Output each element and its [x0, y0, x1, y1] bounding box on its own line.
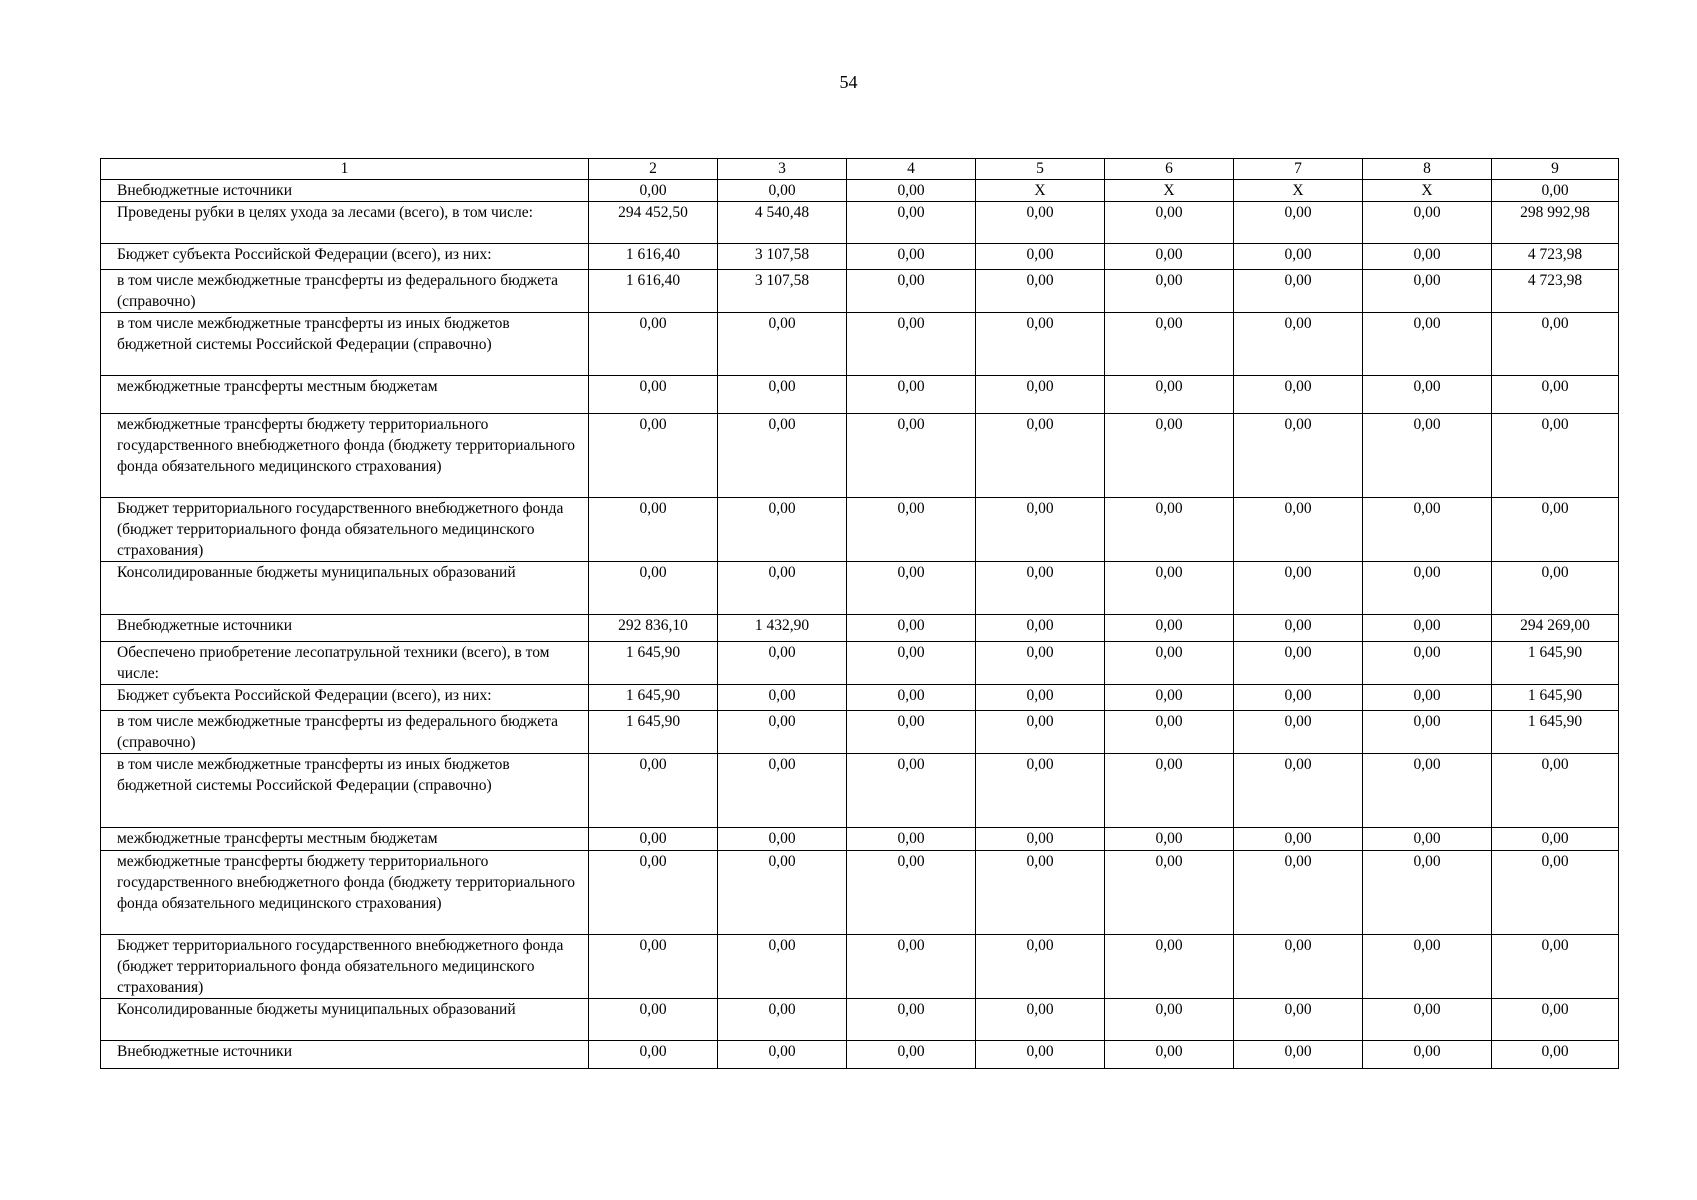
cell-value: 0,00 [718, 711, 847, 754]
cell-value: 0,00 [976, 498, 1105, 562]
table-row [101, 244, 1619, 270]
row-label: Бюджет субъекта Российской Федерации (всего), из них: [101, 244, 589, 270]
cell-value: 0,00 [718, 180, 847, 202]
row-label: Консолидированные бюджеты муниципальных образований [101, 999, 589, 1041]
row-label: Обеспечено приобретение лесопатрульной техники (всего), в том числе: [101, 642, 589, 685]
table-header-row [101, 159, 1619, 180]
row-label: Проведены рубки в целях ухода за лесами (всего), в том числе: [101, 202, 589, 244]
cell-value: 1 432,90 [718, 615, 847, 642]
cell-value: 0,00 [718, 999, 847, 1041]
cell-value: 0,00 [976, 615, 1105, 642]
cell-value: 0,00 [976, 202, 1105, 244]
row-label: Внебюджетные источники [101, 615, 589, 642]
cell-value: 0,00 [1234, 615, 1363, 642]
cell-value: 0,00 [1234, 498, 1363, 562]
cell-value: 0,00 [718, 1041, 847, 1069]
table-row [101, 376, 1619, 414]
cell-value: Х [1105, 180, 1234, 202]
table-row [101, 1041, 1619, 1069]
cell-value: 0,00 [1234, 244, 1363, 270]
cell-value: 0,00 [718, 851, 847, 935]
cell-value: 0,00 [847, 935, 976, 999]
cell-value: 0,00 [847, 414, 976, 498]
cell-value: 0,00 [1105, 313, 1234, 376]
cell-value: 0,00 [847, 615, 976, 642]
table-row [101, 851, 1619, 935]
cell-value: 0,00 [1363, 376, 1492, 414]
cell-value: 0,00 [1363, 270, 1492, 313]
cell-value: 0,00 [847, 313, 976, 376]
cell-value: 0,00 [1105, 711, 1234, 754]
cell-value: 0,00 [1105, 828, 1234, 851]
cell-value: 1 616,40 [589, 270, 718, 313]
cell-value: 0,00 [1492, 376, 1619, 414]
cell-value: 0,00 [1363, 313, 1492, 376]
table-row [101, 180, 1619, 202]
row-label: Бюджет субъекта Российской Федерации (всего), из них: [101, 685, 589, 711]
cell-value: 0,00 [1492, 313, 1619, 376]
cell-value: 0,00 [718, 828, 847, 851]
table-row [101, 999, 1619, 1041]
row-label: межбюджетные трансферты местным бюджетам [101, 376, 589, 414]
column-header: 3 [718, 159, 847, 180]
cell-value: 0,00 [1105, 1041, 1234, 1069]
cell-value: 0,00 [976, 851, 1105, 935]
row-label: межбюджетные трансферты бюджету территориального государственного внебюджетного фонда (бюджету территориального фонда обязательного медицинского страхования) [101, 414, 589, 498]
cell-value: 0,00 [1492, 562, 1619, 615]
cell-value: 0,00 [718, 376, 847, 414]
cell-value: 0,00 [589, 754, 718, 828]
cell-value: 0,00 [718, 642, 847, 685]
cell-value: 0,00 [976, 244, 1105, 270]
cell-value: 0,00 [1105, 615, 1234, 642]
page-number: 54 [839, 72, 858, 92]
cell-value: 0,00 [976, 270, 1105, 313]
cell-value: Х [1363, 180, 1492, 202]
cell-value: 0,00 [976, 1041, 1105, 1069]
cell-value: Х [1234, 180, 1363, 202]
cell-value: 0,00 [1492, 1041, 1619, 1069]
cell-value: 0,00 [976, 642, 1105, 685]
cell-value: 1 645,90 [1492, 711, 1619, 754]
cell-value: 0,00 [847, 851, 976, 935]
cell-value: 0,00 [1492, 180, 1619, 202]
cell-value: 0,00 [976, 685, 1105, 711]
table-row [101, 202, 1619, 244]
table-row [101, 711, 1619, 754]
cell-value: 0,00 [1105, 562, 1234, 615]
table-row [101, 615, 1619, 642]
cell-value: 0,00 [976, 754, 1105, 828]
cell-value: 0,00 [847, 244, 976, 270]
cell-value: 0,00 [1234, 642, 1363, 685]
cell-value: 0,00 [1105, 642, 1234, 685]
row-label: в том числе межбюджетные трансферты из федерального бюджета (справочно) [101, 711, 589, 754]
cell-value: 1 645,90 [589, 685, 718, 711]
row-label: межбюджетные трансферты бюджету территориального государственного внебюджетного фонда (бюджету территориального фонда обязательного медицинского страхования) [101, 851, 589, 935]
cell-value: 0,00 [976, 828, 1105, 851]
cell-value: 0,00 [1363, 935, 1492, 999]
column-header: 1 [101, 159, 589, 180]
cell-value: 0,00 [1492, 414, 1619, 498]
column-header: 4 [847, 159, 976, 180]
cell-value: 0,00 [1492, 828, 1619, 851]
cell-value: 0,00 [976, 711, 1105, 754]
cell-value: 0,00 [847, 1041, 976, 1069]
cell-value: 0,00 [1234, 828, 1363, 851]
row-label: в том числе межбюджетные трансферты из иных бюджетов бюджетной системы Российской Федерации (справочно) [101, 313, 589, 376]
cell-value: 0,00 [1234, 999, 1363, 1041]
cell-value: 0,00 [1363, 754, 1492, 828]
cell-value: 0,00 [976, 376, 1105, 414]
cell-value: 0,00 [1234, 851, 1363, 935]
cell-value: 0,00 [589, 313, 718, 376]
cell-value: 0,00 [718, 313, 847, 376]
cell-value: 0,00 [1105, 754, 1234, 828]
cell-value: 0,00 [847, 562, 976, 615]
cell-value: 0,00 [1234, 270, 1363, 313]
cell-value: 0,00 [589, 851, 718, 935]
cell-value: 0,00 [1105, 851, 1234, 935]
cell-value: 0,00 [1363, 615, 1492, 642]
cell-value: 0,00 [718, 935, 847, 999]
column-header: 5 [976, 159, 1105, 180]
row-label: Бюджет территориального государственного внебюджетного фонда (бюджет территориального фонда обязательного медицинского страхования) [101, 935, 589, 999]
cell-value: 1 645,90 [1492, 642, 1619, 685]
cell-value: 0,00 [1234, 711, 1363, 754]
cell-value: 0,00 [1363, 562, 1492, 615]
cell-value: 0,00 [847, 999, 976, 1041]
cell-value: 0,00 [847, 685, 976, 711]
cell-value: 0,00 [1234, 414, 1363, 498]
cell-value: 4 723,98 [1492, 244, 1619, 270]
cell-value: 0,00 [1363, 851, 1492, 935]
table-row [101, 754, 1619, 828]
cell-value: 298 992,98 [1492, 202, 1619, 244]
cell-value: 0,00 [1105, 376, 1234, 414]
cell-value: 0,00 [1492, 999, 1619, 1041]
cell-value: 0,00 [589, 1041, 718, 1069]
cell-value: 0,00 [589, 376, 718, 414]
cell-value: 1 645,90 [589, 711, 718, 754]
cell-value: 0,00 [1105, 685, 1234, 711]
cell-value: 0,00 [847, 828, 976, 851]
cell-value: 0,00 [1105, 244, 1234, 270]
cell-value: 0,00 [976, 414, 1105, 498]
cell-value: 294 269,00 [1492, 615, 1619, 642]
cell-value: 1 645,90 [589, 642, 718, 685]
cell-value: 0,00 [589, 414, 718, 498]
cell-value: 0,00 [847, 180, 976, 202]
cell-value: 0,00 [1363, 711, 1492, 754]
column-header: 9 [1492, 159, 1619, 180]
column-header: 7 [1234, 159, 1363, 180]
cell-value: 1 616,40 [589, 244, 718, 270]
table-row [101, 642, 1619, 685]
cell-value: Х [976, 180, 1105, 202]
cell-value: 0,00 [1234, 935, 1363, 999]
table-body [101, 159, 1619, 1069]
table-row [101, 685, 1619, 711]
table-row [101, 498, 1619, 562]
row-label: Бюджет территориального государственного внебюджетного фонда (бюджет территориального фонда обязательного медицинского страхования) [101, 498, 589, 562]
cell-value: 0,00 [589, 562, 718, 615]
cell-value: 0,00 [718, 685, 847, 711]
cell-value: 0,00 [847, 270, 976, 313]
cell-value: 0,00 [718, 414, 847, 498]
cell-value: 0,00 [718, 562, 847, 615]
cell-value: 0,00 [718, 498, 847, 562]
cell-value: 0,00 [1363, 685, 1492, 711]
cell-value: 3 107,58 [718, 270, 847, 313]
cell-value: 0,00 [1363, 999, 1492, 1041]
budget-table [100, 158, 1619, 1069]
cell-value: 0,00 [1363, 244, 1492, 270]
cell-value: 0,00 [847, 711, 976, 754]
cell-value: 1 645,90 [1492, 685, 1619, 711]
cell-value: 0,00 [1105, 999, 1234, 1041]
column-header: 8 [1363, 159, 1492, 180]
cell-value: 0,00 [589, 935, 718, 999]
table-row [101, 414, 1619, 498]
table-row [101, 313, 1619, 376]
row-label: Внебюджетные источники [101, 1041, 589, 1069]
cell-value: 0,00 [976, 313, 1105, 376]
cell-value: 292 836,10 [589, 615, 718, 642]
row-label: в том числе межбюджетные трансферты из федерального бюджета (справочно) [101, 270, 589, 313]
cell-value: 0,00 [847, 498, 976, 562]
cell-value: 0,00 [1105, 202, 1234, 244]
table-row [101, 562, 1619, 615]
cell-value: 0,00 [1105, 498, 1234, 562]
cell-value: 0,00 [976, 999, 1105, 1041]
cell-value: 0,00 [1234, 202, 1363, 244]
row-label: Консолидированные бюджеты муниципальных образований [101, 562, 589, 615]
cell-value: 0,00 [589, 999, 718, 1041]
cell-value: 0,00 [1363, 202, 1492, 244]
cell-value: 0,00 [1363, 498, 1492, 562]
cell-value: 0,00 [589, 180, 718, 202]
row-label: Внебюджетные источники [101, 180, 589, 202]
cell-value: 0,00 [718, 754, 847, 828]
cell-value: 0,00 [1492, 851, 1619, 935]
cell-value: 0,00 [976, 935, 1105, 999]
cell-value: 3 107,58 [718, 244, 847, 270]
cell-value: 0,00 [1492, 498, 1619, 562]
cell-value: 0,00 [1363, 828, 1492, 851]
cell-value: 0,00 [1363, 642, 1492, 685]
cell-value: 294 452,50 [589, 202, 718, 244]
cell-value: 0,00 [847, 754, 976, 828]
cell-value: 0,00 [1234, 1041, 1363, 1069]
cell-value: 0,00 [847, 376, 976, 414]
cell-value: 0,00 [1492, 754, 1619, 828]
cell-value: 0,00 [1234, 376, 1363, 414]
cell-value: 0,00 [1105, 414, 1234, 498]
cell-value: 0,00 [1105, 270, 1234, 313]
cell-value: 4 723,98 [1492, 270, 1619, 313]
cell-value: 0,00 [589, 498, 718, 562]
cell-value: 0,00 [847, 202, 976, 244]
cell-value: 0,00 [589, 828, 718, 851]
column-header: 6 [1105, 159, 1234, 180]
cell-value: 0,00 [1363, 1041, 1492, 1069]
column-header: 2 [589, 159, 718, 180]
cell-value: 4 540,48 [718, 202, 847, 244]
table-row [101, 270, 1619, 313]
cell-value: 0,00 [1234, 685, 1363, 711]
row-label: в том числе межбюджетные трансферты из иных бюджетов бюджетной системы Российской Федерации (справочно) [101, 754, 589, 828]
cell-value: 0,00 [976, 562, 1105, 615]
cell-value: 0,00 [1492, 935, 1619, 999]
table-row [101, 935, 1619, 999]
cell-value: 0,00 [1363, 414, 1492, 498]
cell-value: 0,00 [1234, 754, 1363, 828]
cell-value: 0,00 [847, 642, 976, 685]
cell-value: 0,00 [1105, 935, 1234, 999]
cell-value: 0,00 [1234, 313, 1363, 376]
table-row [101, 828, 1619, 851]
row-label: межбюджетные трансферты местным бюджетам [101, 828, 589, 851]
cell-value: 0,00 [1234, 562, 1363, 615]
